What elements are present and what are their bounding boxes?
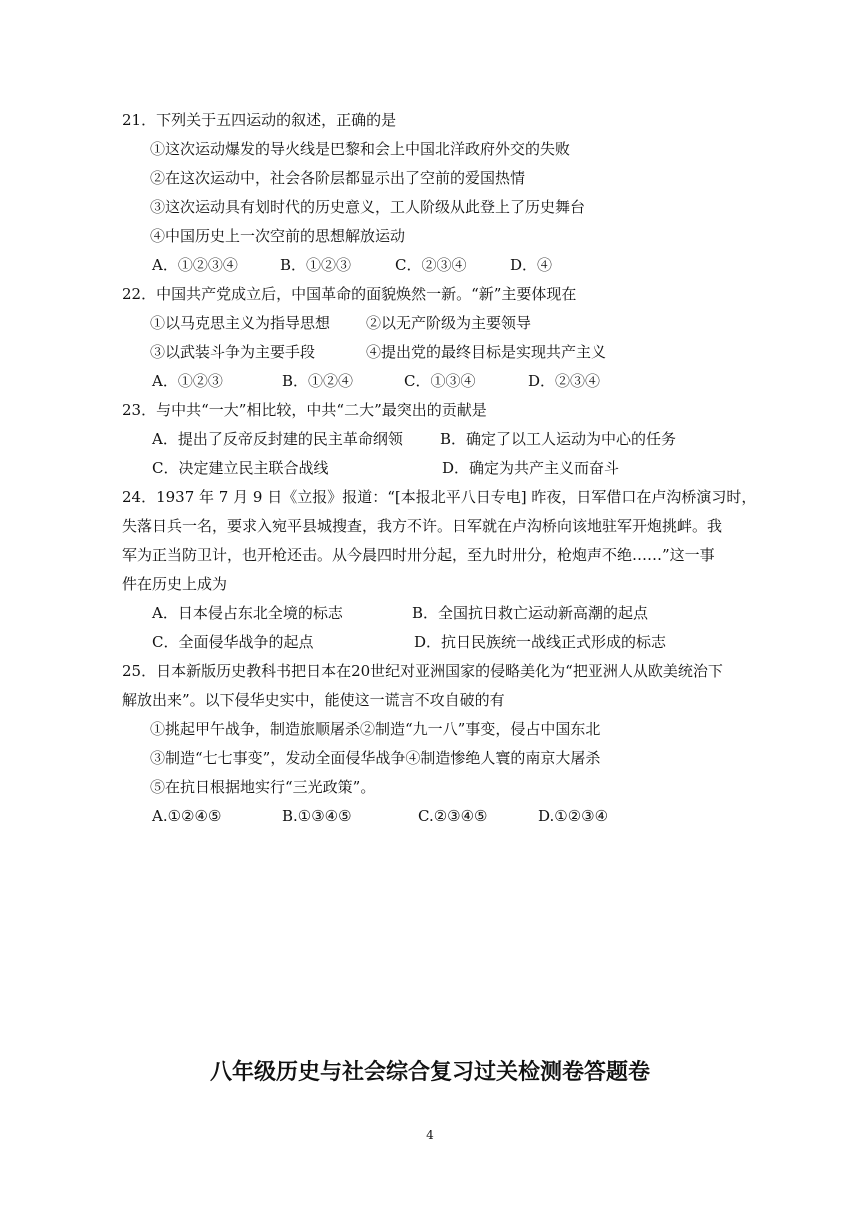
option-a: A．①②③ — [152, 372, 223, 390]
option-a: A．日本侵占东北全境的标志 — [152, 604, 343, 622]
statement-item: ①挑起甲午战争，制造旅顺屠杀②制造“九一八”事变，侵占中国东北 — [150, 720, 601, 738]
statement-item: ①以马克思主义为指导思想 — [150, 314, 331, 332]
question-stem: 22．中国共产党成立后，中国革命的面貌焕然一新。“新”主要体现在 — [122, 285, 577, 303]
question-stem: 24．1937 年 7 月 9 日《立报》报道：“[本报北平八日专电] 昨夜，日军借口在卢沟桥演习时， — [122, 488, 757, 506]
option-d: D．②③④ — [528, 372, 601, 390]
question-stem: 25．日本新版历史教科书把日本在20世纪对亚洲国家的侵略美化为“把亚洲人从欧美统治下 — [122, 662, 723, 680]
statement-item: ③制造“七七事变”，发动全面侵华战争④制造惨绝人寰的南京大屠杀 — [150, 749, 601, 767]
option-b: B．①②④ — [282, 372, 354, 390]
statement-item: ①这次运动爆发的导火线是巴黎和会上中国北洋政府外交的失败 — [150, 140, 571, 158]
statement-item: ③以武装斗争为主要手段 — [150, 343, 316, 361]
question-stem: 军为正当防卫计，也开枪还击。从今晨四时卅分起，至九时卅分，枪炮声不绝……”这一事 — [122, 546, 715, 564]
question-stem: 23．与中共“一大”相比较，中共“二大”最突出的贡献是 — [122, 401, 487, 419]
option-d: D．确定为共产主义而奋斗 — [442, 459, 620, 477]
question-stem: 件在历史上成为 — [122, 575, 228, 593]
option-c: C.②③④⑤ — [418, 807, 488, 825]
option-c: C．①③④ — [404, 372, 476, 390]
question-stem: 失落日兵一名，要求入宛平县城搜查，我方不许。日军就在卢沟桥向该地驻军开炮挑衅。我 — [122, 517, 723, 535]
statement-item: ④提出党的最终目标是实现共产主义 — [366, 343, 607, 361]
option-b: B．①②③ — [280, 256, 352, 274]
page-number: 4 — [426, 1128, 434, 1142]
statement-item: ④中国历史上一次空前的思想解放运动 — [150, 227, 406, 245]
answer-sheet-title: 八年级历史与社会综合复习过关检测卷答题卷 — [209, 1060, 650, 1085]
question-stem: 解放出来”。以下侵华史实中，能使这一谎言不攻自破的有 — [122, 691, 505, 709]
question-stem: 21．下列关于五四运动的叙述，正确的是 — [122, 111, 397, 129]
option-b: B.①③④⑤ — [282, 807, 352, 825]
statement-item: ⑤在抗日根据地实行“三光政策”。 — [150, 778, 376, 796]
statement-item: ③这次运动具有划时代的历史意义，工人阶级从此登上了历史舞台 — [150, 198, 586, 216]
option-b: B．确定了以工人运动为中心的任务 — [440, 430, 677, 448]
option-b: B．全国抗日救亡运动新高潮的起点 — [412, 604, 649, 622]
option-d: D.①②③④ — [538, 807, 609, 825]
statement-item: ②在这次运动中，社会各阶层都显示出了空前的爱国热情 — [150, 169, 526, 187]
option-a: A．提出了反帝反封建的民主革命纲领 — [152, 430, 403, 448]
statement-item: ②以无产阶级为主要领导 — [366, 314, 532, 332]
option-a: A．①②③④ — [152, 256, 238, 274]
option-c: C．②③④ — [395, 256, 467, 274]
option-c: C．决定建立民主联合战线 — [152, 459, 329, 477]
option-d: D．④ — [510, 256, 553, 274]
option-c: C．全面侵华战争的起点 — [152, 633, 314, 651]
option-a: A.①②④⑤ — [152, 807, 222, 825]
option-d: D．抗日民族统一战线正式形成的标志 — [414, 633, 667, 651]
